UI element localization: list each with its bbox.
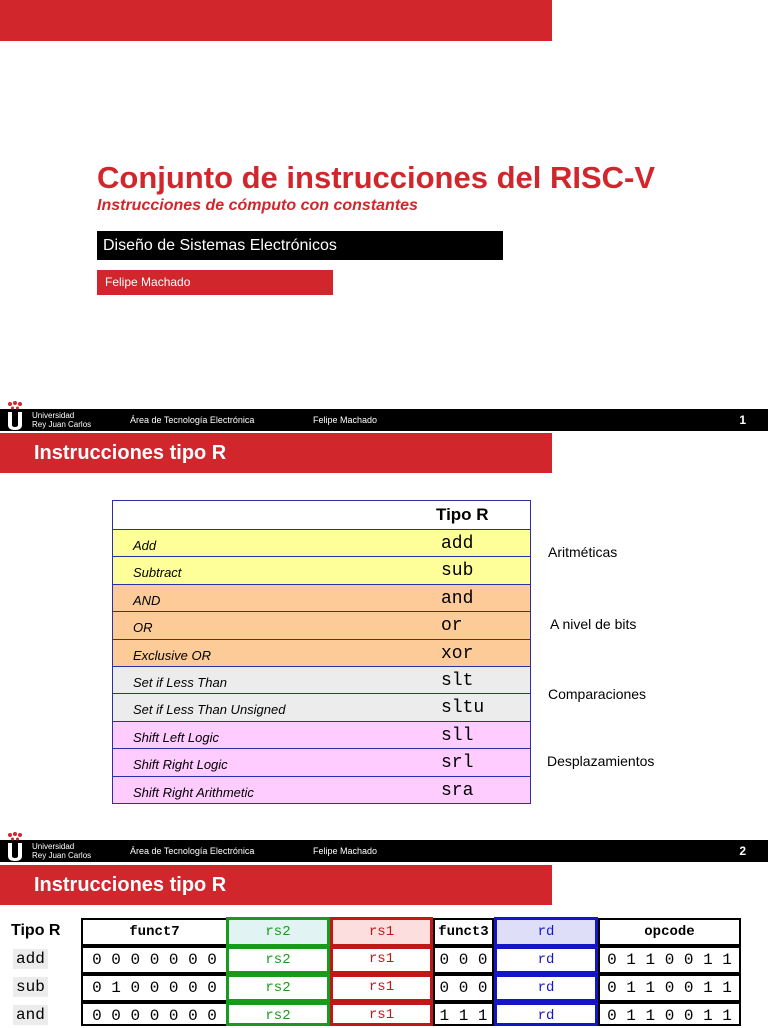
instruction-description: Shift Right Arithmetic: [133, 784, 254, 800]
header-rd: rd: [494, 917, 598, 947]
header-funct7: funct7: [81, 918, 228, 946]
instruction-description: Subtract: [133, 565, 182, 581]
field-funct3: 0 0 0: [433, 974, 494, 1002]
slide1-top-bar: [0, 0, 552, 41]
field-opcode: 0 1 1 0 0 1 1: [598, 1002, 741, 1026]
instruction-mnemonic: and: [441, 588, 474, 609]
table-row: [113, 529, 530, 556]
course-name: Diseño de Sistemas Electrónicos: [97, 231, 503, 260]
urjc-logo-icon: [4, 832, 26, 862]
table-row: [113, 639, 530, 666]
format-corner-label: Tipo R: [11, 922, 61, 939]
category-arithmetic: Aritméticas: [548, 544, 618, 560]
field-funct3: 1 1 1: [433, 1002, 494, 1026]
university-name: Universidad Rey Juan Carlos: [32, 411, 92, 429]
field-rd: rd: [494, 1002, 598, 1026]
page-number: 1: [739, 413, 746, 427]
footer-area: Área de Tecnología Electrónica: [130, 846, 255, 856]
field-opcode: 0 1 1 0 0 1 1: [598, 974, 741, 1002]
format-row-mnemonic: sub: [13, 977, 48, 997]
format-row-mnemonic: add: [13, 949, 48, 969]
field-funct3: 0 0 0: [433, 946, 494, 974]
table-header-row: [113, 501, 530, 529]
field-rd: rd: [494, 946, 598, 974]
field-opcode: 0 1 1 0 0 1 1: [598, 946, 741, 974]
field-funct7: 0 1 0 0 0 0 0: [81, 974, 228, 1002]
table-row: [113, 556, 530, 583]
instruction-description: OR: [133, 620, 153, 636]
instruction-mnemonic: or: [441, 616, 463, 637]
field-rs1: rs1: [330, 1002, 433, 1026]
footer-area: Área de Tecnología Electrónica: [130, 415, 255, 425]
table-row: [113, 666, 530, 693]
header-funct3: funct3: [433, 918, 494, 946]
table-header: Tipo R: [436, 505, 489, 524]
footer-author: Felipe Machado: [313, 415, 378, 425]
instruction-mnemonic: srl: [441, 753, 474, 774]
field-funct7: 0 0 0 0 0 0 0: [81, 946, 228, 974]
field-rs2: rs2: [226, 974, 330, 1002]
instruction-mnemonic: add: [441, 534, 474, 554]
table-row: [113, 611, 530, 638]
field-rs1: rs1: [330, 974, 433, 1002]
footer-author: Felipe Machado: [313, 846, 378, 856]
category-bitwise: A nivel de bits: [550, 616, 637, 632]
slide3-footer: [0, 840, 768, 862]
slide1-subtitle: Instrucciones de cómputo con constantes: [97, 197, 418, 214]
header-rs2: rs2: [226, 917, 330, 947]
slide3-title: Instrucciones tipo R: [0, 865, 552, 905]
instruction-table: [112, 500, 531, 804]
slide1-title: Conjunto de instrucciones del RISC-V: [97, 160, 656, 195]
instruction-mnemonic: sub: [441, 561, 474, 582]
slide2-footer: [0, 409, 768, 431]
instruction-description: Set if Less Than Unsigned: [133, 702, 286, 718]
field-rd: rd: [494, 974, 598, 1002]
table-row: [113, 721, 530, 748]
header-opcode: opcode: [598, 918, 741, 946]
field-rs1: rs1: [330, 946, 433, 974]
field-rs2: rs2: [226, 1002, 330, 1026]
instruction-description: Shift Left Logic: [133, 729, 219, 745]
table-row: [113, 584, 530, 611]
university-name: Universidad Rey Juan Carlos: [32, 842, 92, 860]
category-shifts: Desplazamientos: [547, 753, 655, 769]
author-name: Felipe Machado: [97, 270, 333, 295]
field-funct7: 0 0 0 0 0 0 0: [81, 1002, 228, 1026]
table-row: [113, 748, 530, 775]
table-row: [113, 693, 530, 720]
instruction-mnemonic: sltu: [441, 698, 485, 719]
instruction-description: AND: [133, 592, 161, 608]
page-number: 2: [739, 844, 746, 858]
field-rs2: rs2: [226, 946, 330, 974]
instruction-description: Add: [133, 538, 157, 553]
instruction-description: Exclusive OR: [133, 647, 212, 663]
instruction-mnemonic: sll: [441, 725, 474, 746]
format-row-mnemonic: and: [13, 1005, 48, 1025]
instruction-mnemonic: slt: [441, 670, 474, 691]
instruction-mnemonic: sra: [441, 780, 474, 801]
urjc-logo-icon: [4, 401, 26, 431]
category-comparisons: Comparaciones: [548, 686, 647, 702]
instruction-description: Set if Less Than: [133, 674, 227, 690]
instruction-mnemonic: xor: [441, 643, 474, 664]
instruction-description: Shift Right Logic: [133, 757, 228, 773]
slide2-title: Instrucciones tipo R: [0, 433, 552, 473]
header-rs1: rs1: [330, 917, 433, 947]
table-row: [113, 776, 530, 803]
